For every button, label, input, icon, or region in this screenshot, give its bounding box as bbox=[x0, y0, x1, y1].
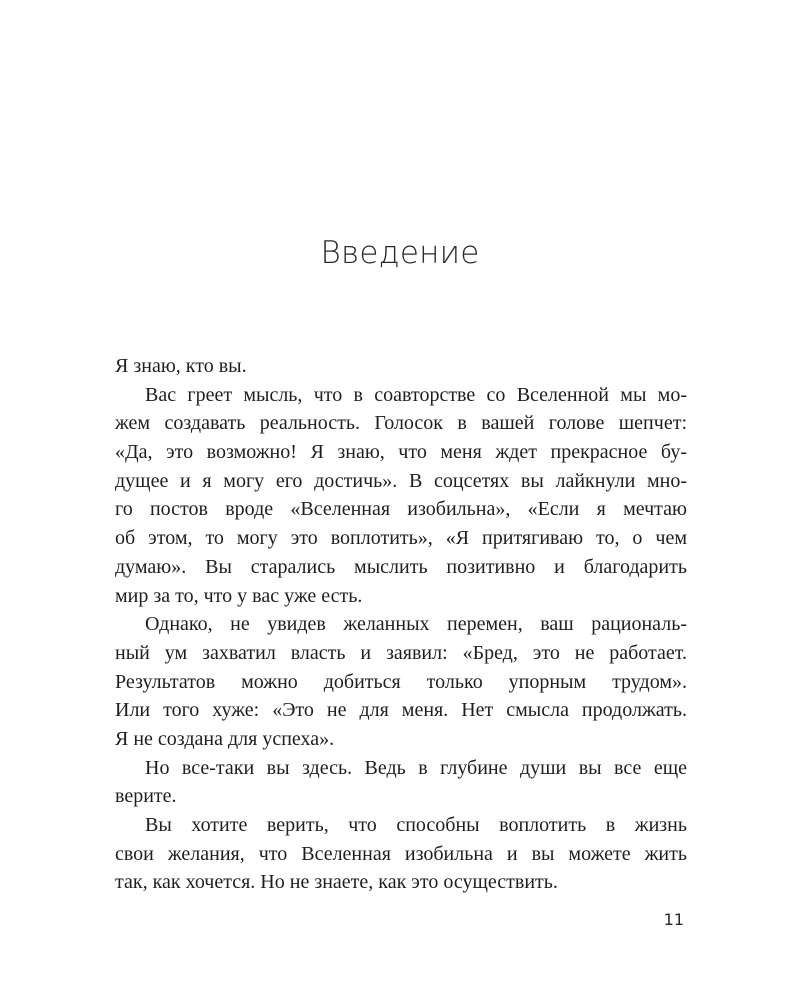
text-line: Однако, не увидев желанных перемен, ваш рациональ- bbox=[145, 613, 687, 636]
text-line: жем создавать реальность. Голосок в вашей голове шепчет: bbox=[115, 412, 687, 435]
text-line: Я не создана для успеха». bbox=[115, 727, 335, 750]
chapter-title: Введение bbox=[320, 235, 480, 271]
text-line: го постов вроде «Вселенная изобильна», «Если я мечтаю bbox=[115, 498, 687, 521]
page-number: 11 bbox=[663, 910, 684, 929]
text-line: Я знаю, кто вы. bbox=[115, 355, 247, 377]
text-line: Результатов можно добиться только упорным трудом». bbox=[115, 670, 687, 693]
text-line: верите. bbox=[115, 785, 177, 808]
text-line: Но все-таки вы здесь. Ведь в глубине души вы все еще bbox=[145, 756, 687, 779]
text-line: Или того хуже: «Это не для меня. Нет смысла продолжать. bbox=[115, 699, 687, 722]
text-line: думаю». Вы старались мыслить позитивно и благодарить bbox=[115, 555, 687, 578]
text-line: «Да, это возможно! Я знаю, что меня ждет прекрасное бу- bbox=[115, 441, 687, 464]
text-line: ный ум захватил власть и заявил: «Бред, это не работает. bbox=[115, 641, 687, 664]
text-line: Вы хотите верить, что способны воплотить в жизнь bbox=[145, 814, 687, 836]
text-line: свои желания, что Вселенная изобильна и вы можете жить bbox=[115, 842, 687, 865]
text-line: так, как хочется. Но не знаете, как это осуществить. bbox=[115, 871, 558, 894]
text-line: об этом, то могу это воплотить», «Я притягиваю то, о чем bbox=[115, 527, 687, 550]
text-line: Вас греет мысль, что в соавторстве со Вселенной мы мо- bbox=[145, 383, 687, 406]
text-line: дущее и я могу его достичь». В соцсетях вы лайкнули мно- bbox=[115, 469, 687, 492]
body-text bbox=[115, 352, 687, 897]
text-line: мир за то, что у вас уже есть. bbox=[115, 584, 363, 607]
